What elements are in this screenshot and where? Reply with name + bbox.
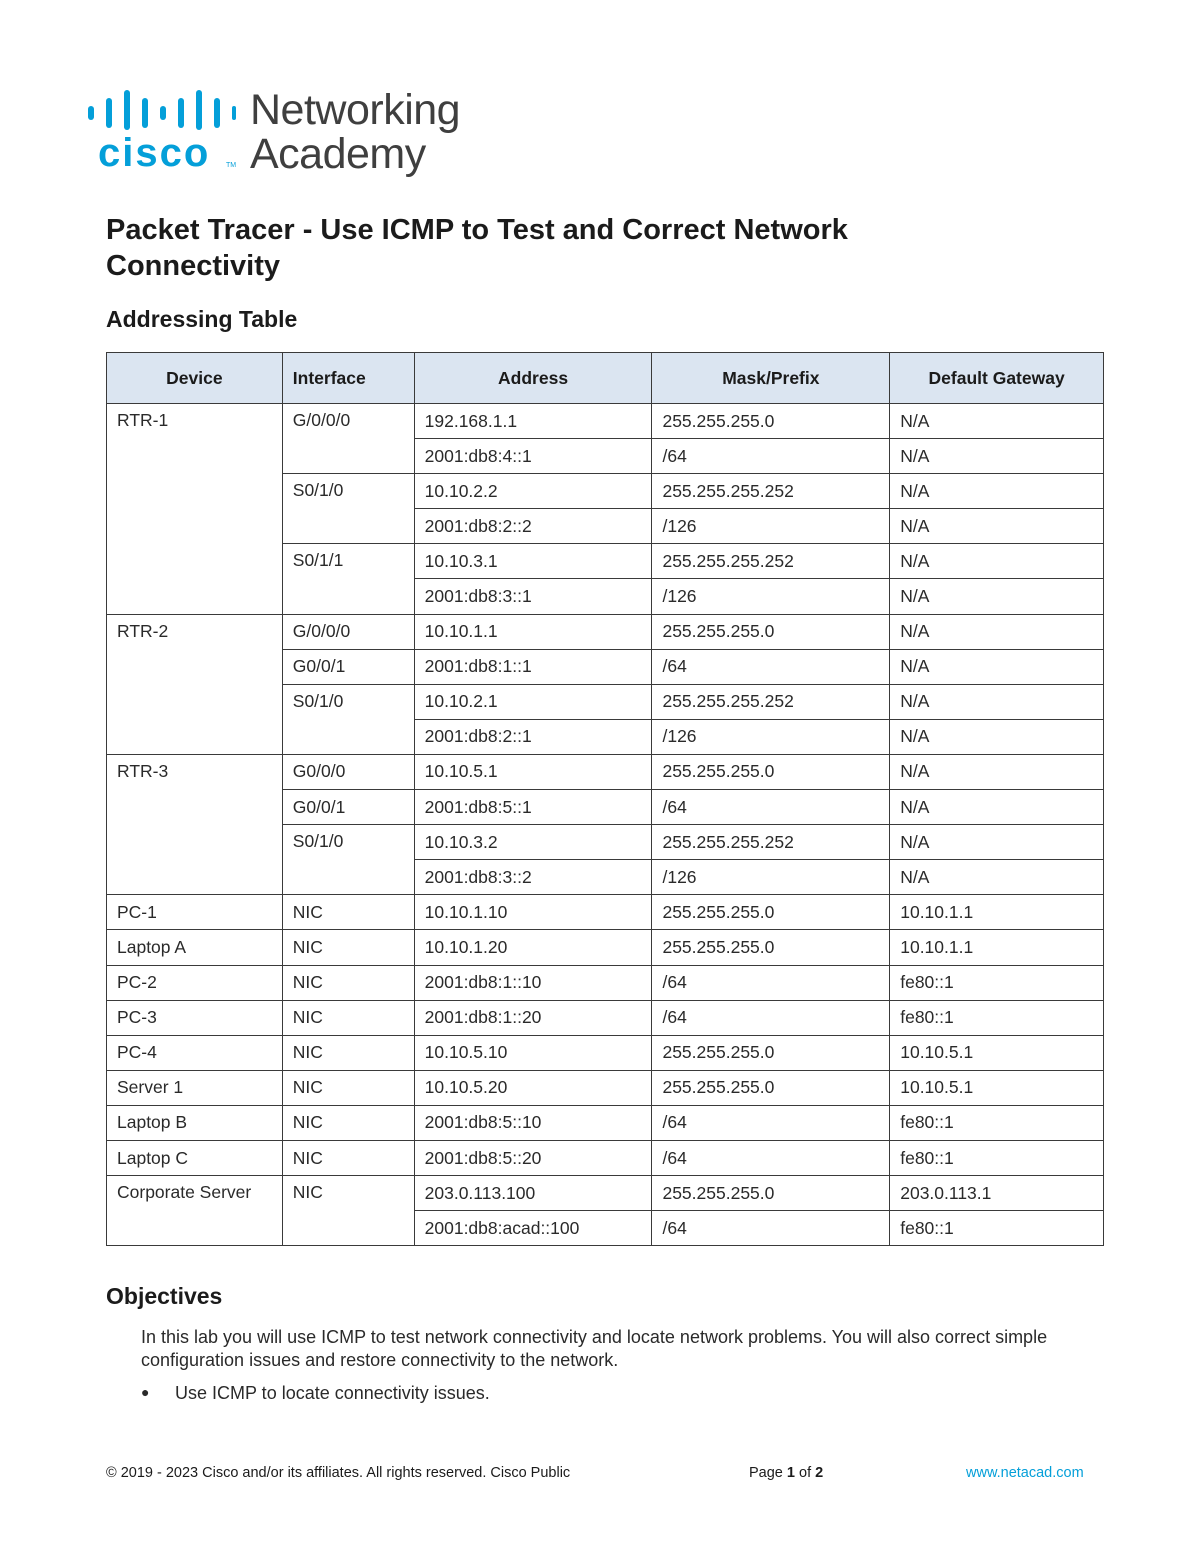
- table-row: [107, 614, 1104, 649]
- page-prefix: Page: [749, 1465, 787, 1481]
- device-cell: RTR-2: [107, 614, 283, 754]
- interface-cell: S0/1/0: [282, 825, 414, 895]
- address-cell: 2001:db8:3::1: [414, 579, 652, 614]
- cisco-wordmark: cisco: [98, 131, 211, 175]
- header-interface: Interface: [282, 353, 414, 404]
- table-header-row: [107, 353, 1104, 404]
- interface-cell: G0/0/0: [282, 754, 414, 789]
- gateway-cell: 10.10.5.1: [890, 1035, 1104, 1070]
- address-cell: 10.10.2.2: [414, 474, 652, 509]
- gateway-cell: fe80::1: [890, 1140, 1104, 1175]
- address-cell: 10.10.5.1: [414, 754, 652, 789]
- gateway-cell: N/A: [890, 439, 1104, 474]
- address-cell: 2001:db8:5::1: [414, 790, 652, 825]
- logo-networking-text: Networking: [250, 86, 461, 134]
- interface-cell: NIC: [282, 895, 414, 930]
- table-row: [107, 1070, 1104, 1105]
- device-cell: Laptop B: [107, 1105, 283, 1140]
- address-cell: 2001:db8:5::20: [414, 1140, 652, 1175]
- interface-cell: S0/1/0: [282, 684, 414, 754]
- gateway-cell: 10.10.5.1: [890, 1070, 1104, 1105]
- table-row: [107, 1140, 1104, 1175]
- gateway-cell: 203.0.113.1: [890, 1176, 1104, 1211]
- gateway-cell: N/A: [890, 860, 1104, 895]
- interface-cell: NIC: [282, 965, 414, 1000]
- address-cell: 2001:db8:1::10: [414, 965, 652, 1000]
- gateway-cell: N/A: [890, 614, 1104, 649]
- addressing-table: [106, 352, 1104, 1246]
- mask-cell: 255.255.255.252: [652, 474, 890, 509]
- mask-cell: /64: [652, 1211, 890, 1246]
- interface-cell: NIC: [282, 1035, 414, 1070]
- header-address: Address: [414, 353, 652, 404]
- page-total: 2: [815, 1465, 824, 1481]
- objective-bullet: [141, 1383, 490, 1404]
- mask-cell: /64: [652, 1000, 890, 1035]
- page-of: of: [794, 1465, 816, 1481]
- address-cell: 2001:db8:4::1: [414, 439, 652, 474]
- mask-cell: /64: [652, 1140, 890, 1175]
- cisco-bars-icon: [86, 88, 236, 132]
- table-row: [107, 1105, 1104, 1140]
- gateway-cell: N/A: [890, 579, 1104, 614]
- table-row: [107, 895, 1104, 930]
- interface-cell: NIC: [282, 1105, 414, 1140]
- device-cell: PC-3: [107, 1000, 283, 1035]
- mask-cell: /126: [652, 719, 890, 754]
- page-title: Packet Tracer - Use ICMP to Test and Correct Network Connectivity: [106, 214, 848, 282]
- interface-cell: S0/1/0: [282, 474, 414, 544]
- gateway-cell: fe80::1: [890, 1105, 1104, 1140]
- address-cell: 2001:db8:5::10: [414, 1105, 652, 1140]
- address-cell: 2001:db8:3::2: [414, 860, 652, 895]
- gateway-cell: N/A: [890, 474, 1104, 509]
- device-cell: Laptop A: [107, 930, 283, 965]
- gateway-cell: fe80::1: [890, 965, 1104, 1000]
- addressing-table-heading: Addressing Table: [106, 306, 298, 332]
- mask-cell: /64: [652, 1105, 890, 1140]
- address-cell: 10.10.5.10: [414, 1035, 652, 1070]
- device-cell: Server 1: [107, 1070, 283, 1105]
- device-cell: PC-2: [107, 965, 283, 1000]
- mask-cell: /126: [652, 860, 890, 895]
- gateway-cell: N/A: [890, 649, 1104, 684]
- interface-cell: NIC: [282, 1140, 414, 1175]
- interface-cell: G/0/0/0: [282, 614, 414, 649]
- footer-page-number: [749, 1465, 823, 1481]
- footer-copyright: © 2019 - 2023 Cisco and/or its affiliates. All rights reserved. Cisco Public: [106, 1465, 571, 1481]
- address-cell: 10.10.3.1: [414, 544, 652, 579]
- mask-cell: /64: [652, 439, 890, 474]
- mask-cell: /64: [652, 790, 890, 825]
- gateway-cell: fe80::1: [890, 1211, 1104, 1246]
- mask-cell: 255.255.255.0: [652, 1035, 890, 1070]
- address-cell: 2001:db8:acad::100: [414, 1211, 652, 1246]
- gateway-cell: N/A: [890, 719, 1104, 754]
- table-row: [107, 754, 1104, 789]
- mask-cell: 255.255.255.0: [652, 930, 890, 965]
- gateway-cell: N/A: [890, 544, 1104, 579]
- mask-cell: 255.255.255.252: [652, 825, 890, 860]
- mask-cell: 255.255.255.252: [652, 684, 890, 719]
- mask-cell: 255.255.255.0: [652, 895, 890, 930]
- gateway-cell: N/A: [890, 404, 1104, 439]
- interface-cell: NIC: [282, 930, 414, 965]
- mask-cell: 255.255.255.0: [652, 614, 890, 649]
- objective-bullet-text: Use ICMP to locate connectivity issues.: [175, 1383, 490, 1403]
- gateway-cell: N/A: [890, 684, 1104, 719]
- table-row: [107, 1035, 1104, 1070]
- address-cell: 2001:db8:2::2: [414, 509, 652, 544]
- address-cell: 10.10.1.1: [414, 614, 652, 649]
- bullet-icon: ●: [141, 1384, 150, 1400]
- interface-cell: G/0/0/0: [282, 404, 414, 474]
- address-cell: 203.0.113.100: [414, 1176, 652, 1211]
- gateway-cell: N/A: [890, 754, 1104, 789]
- table-row: [107, 404, 1104, 439]
- mask-cell: 255.255.255.0: [652, 1070, 890, 1105]
- device-cell: Laptop C: [107, 1140, 283, 1175]
- address-cell: 2001:db8:2::1: [414, 719, 652, 754]
- gateway-cell: fe80::1: [890, 1000, 1104, 1035]
- interface-cell: G0/0/1: [282, 649, 414, 684]
- address-cell: 2001:db8:1::20: [414, 1000, 652, 1035]
- table-row: [107, 1176, 1104, 1211]
- device-cell: RTR-3: [107, 754, 283, 894]
- gateway-cell: N/A: [890, 825, 1104, 860]
- table-row: [107, 1000, 1104, 1035]
- header-device: Device: [107, 353, 283, 404]
- gateway-cell: 10.10.1.1: [890, 930, 1104, 965]
- mask-cell: /126: [652, 509, 890, 544]
- objectives-heading: Objectives: [106, 1283, 223, 1309]
- device-cell: PC-1: [107, 895, 283, 930]
- table-row: [107, 965, 1104, 1000]
- mask-cell: 255.255.255.0: [652, 404, 890, 439]
- trademark-mark: TM: [226, 162, 237, 169]
- table-row: [107, 930, 1104, 965]
- address-cell: 10.10.1.10: [414, 895, 652, 930]
- address-cell: 10.10.1.20: [414, 930, 652, 965]
- cisco-networking-academy-logo: [86, 88, 506, 188]
- header-mask-prefix: Mask/Prefix: [652, 353, 890, 404]
- interface-cell: G0/0/1: [282, 790, 414, 825]
- footer-website-link[interactable]: www.netacad.com: [966, 1465, 1084, 1481]
- address-cell: 10.10.3.2: [414, 825, 652, 860]
- mask-cell: 255.255.255.0: [652, 1176, 890, 1211]
- address-cell: 2001:db8:1::1: [414, 649, 652, 684]
- mask-cell: /126: [652, 579, 890, 614]
- interface-cell: NIC: [282, 1000, 414, 1035]
- mask-cell: /64: [652, 965, 890, 1000]
- objectives-paragraph: In this lab you will use ICMP to test network connectivity and locate network problems. You will also correct simple configuration issues and restore connectivity to the network.: [141, 1327, 1048, 1370]
- logo-academy-text: Academy: [250, 130, 426, 178]
- mask-cell: 255.255.255.0: [652, 754, 890, 789]
- device-cell: PC-4: [107, 1035, 283, 1070]
- mask-cell: 255.255.255.252: [652, 544, 890, 579]
- device-cell: Corporate Server: [107, 1176, 283, 1246]
- header-default-gateway: Default Gateway: [890, 353, 1104, 404]
- interface-cell: NIC: [282, 1070, 414, 1105]
- gateway-cell: N/A: [890, 509, 1104, 544]
- gateway-cell: N/A: [890, 790, 1104, 825]
- interface-cell: NIC: [282, 1176, 414, 1246]
- address-cell: 10.10.5.20: [414, 1070, 652, 1105]
- interface-cell: S0/1/1: [282, 544, 414, 614]
- address-cell: 10.10.2.1: [414, 684, 652, 719]
- gateway-cell: 10.10.1.1: [890, 895, 1104, 930]
- address-cell: 192.168.1.1: [414, 404, 652, 439]
- mask-cell: /64: [652, 649, 890, 684]
- page-current: 1: [786, 1465, 795, 1481]
- device-cell: RTR-1: [107, 404, 283, 615]
